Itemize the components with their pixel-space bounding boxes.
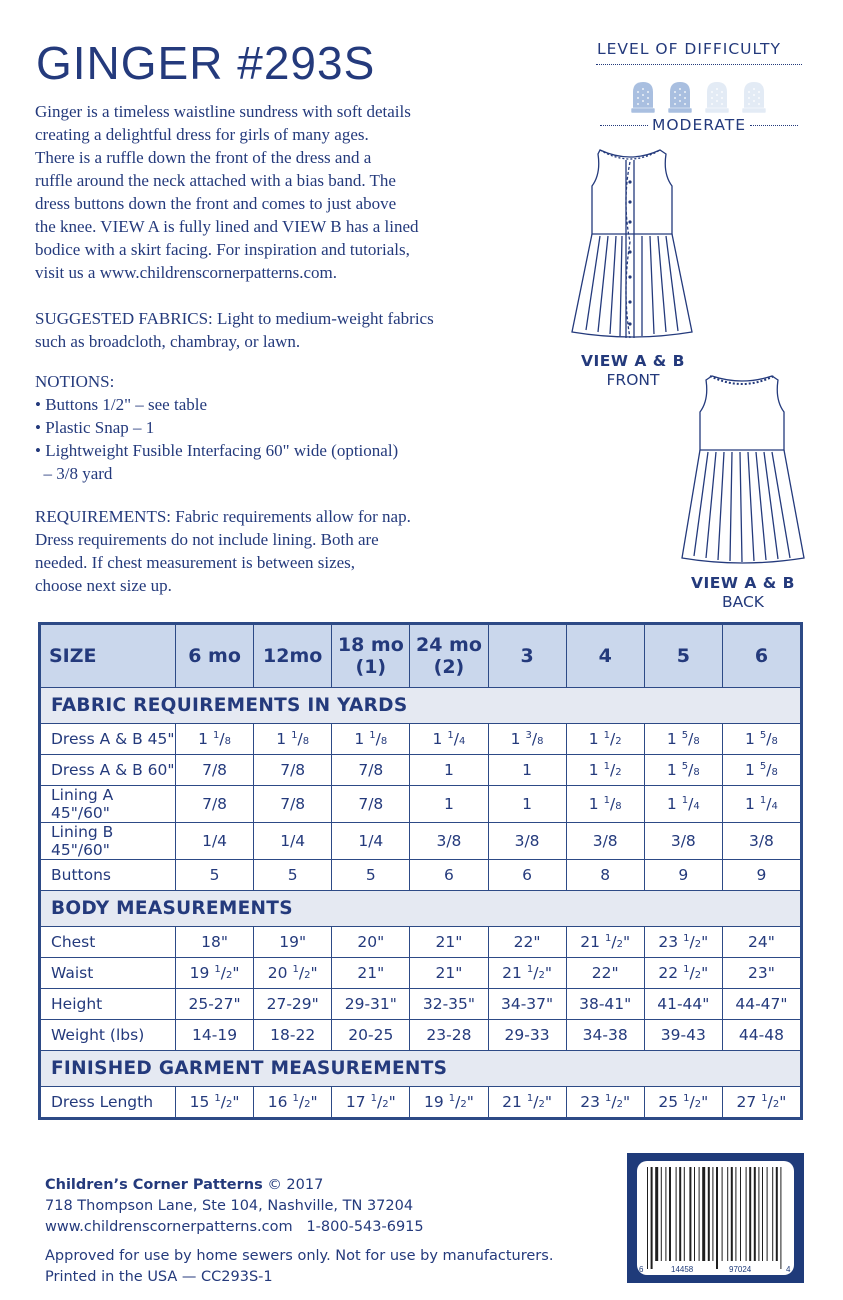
table-cell: 25 $^1$/2" (644, 1087, 722, 1118)
barcode-bar (694, 1167, 695, 1261)
barcode-bar (655, 1167, 658, 1261)
difficulty-dots-left (600, 125, 648, 126)
table-cell: 38-41" (566, 989, 644, 1020)
footer (45, 1175, 553, 1288)
difficulty-level (596, 116, 802, 134)
size-column-header (332, 625, 410, 688)
back-view-caption (680, 574, 806, 612)
website: www.childrenscornerpatterns.com (45, 1219, 293, 1235)
table-cell: 1 $^5$/8 (722, 724, 800, 755)
difficulty-title: LEVEL OF DIFFICULTY (597, 40, 781, 58)
table-cell: 1 $^1$/8 (332, 724, 410, 755)
barcode-bar (772, 1167, 773, 1261)
table-cell: 44-48 (722, 1020, 800, 1051)
row-label: Dress Length (41, 1087, 176, 1118)
table-row (41, 958, 801, 989)
table-cell: 15 $^1$/2" (176, 1087, 254, 1118)
table-cell: 23-28 (410, 1020, 488, 1051)
barcode-bar (735, 1167, 736, 1261)
size-column-header (722, 625, 800, 688)
table-cell: 7/8 (176, 786, 254, 823)
row-label: Dress A & B 60" (41, 755, 176, 786)
table-cell: 24" (722, 927, 800, 958)
size-column-header (566, 625, 644, 688)
thimble-icon (701, 80, 733, 118)
requirements-line2: Dress requirements do not include lining. Both are (35, 530, 379, 549)
barcode-bar (689, 1167, 691, 1261)
table-cell: 9 (644, 860, 722, 891)
barcode-bar (647, 1167, 648, 1269)
size-label: 3 (520, 645, 534, 667)
pattern-title: GINGER #293S (36, 37, 376, 89)
barcode-bar (780, 1167, 781, 1269)
dress-front-illustration (570, 142, 696, 348)
table-cell: 1 $^1$/2 (566, 724, 644, 755)
table-cell: 7/8 (254, 786, 332, 823)
size-column-header (410, 625, 488, 688)
notions-heading: NOTIONS: (35, 372, 115, 391)
section-header-row (41, 1051, 801, 1087)
table-cell: 1 (410, 755, 488, 786)
table-cell: 21 $^1$/2" (566, 927, 644, 958)
barcode-digit-left: 6 (639, 1265, 644, 1274)
thimble-icon (738, 80, 770, 118)
row-label: Waist (41, 958, 176, 989)
table-cell: 1 $^5$/8 (722, 755, 800, 786)
table-cell: 21" (410, 927, 488, 958)
table-cell: 20 $^1$/2" (254, 958, 332, 989)
table-cell: 8 (566, 860, 644, 891)
front-view-title: VIEW A & B (581, 352, 685, 370)
barcode-bar (754, 1167, 756, 1261)
table-cell: 3/8 (410, 823, 488, 860)
table-row (41, 860, 801, 891)
table-cell: 9 (722, 860, 800, 891)
notions-list (35, 393, 398, 485)
table-cell: 23" (722, 958, 800, 989)
table-cell: 17 $^1$/2" (332, 1087, 410, 1118)
back-view-sub: BACK (722, 593, 764, 611)
back-view-title: VIEW A & B (691, 574, 795, 592)
table-cell: 44-47" (722, 989, 800, 1020)
table-cell: 1 $^5$/8 (644, 724, 722, 755)
size-column-header (644, 625, 722, 688)
table-row (41, 724, 801, 755)
front-view-sub: FRONT (606, 371, 660, 389)
table-cell: 6 (410, 860, 488, 891)
description-line: the knee. VIEW A is fully lined and VIEW B has a lined (35, 217, 419, 236)
table-cell: 41-44" (644, 989, 722, 1020)
barcode-bar (762, 1167, 763, 1261)
row-label: Lining A 45"/60" (41, 786, 176, 823)
table-cell: 19 $^1$/2" (176, 958, 254, 989)
difficulty-dots-right (750, 125, 798, 126)
table-row (41, 927, 801, 958)
table-cell: 32-35" (410, 989, 488, 1020)
barcode-group2: 97024 (729, 1265, 752, 1274)
fabrics-heading: SUGGESTED FABRICS (35, 309, 209, 328)
table-cell: 22 $^1$/2" (644, 958, 722, 989)
barcode-digit-right: 4 (786, 1265, 791, 1274)
thimble-icon (627, 80, 659, 118)
barcode (627, 1153, 804, 1283)
printed-note: Printed in the USA — CC293S-1 (45, 1269, 273, 1285)
table-cell: 25-27" (176, 989, 254, 1020)
table-cell: 1/4 (176, 823, 254, 860)
barcode-bar (661, 1167, 662, 1261)
section-header-row (41, 891, 801, 927)
table-cell: 14-19 (176, 1020, 254, 1051)
table-cell: 21" (332, 958, 410, 989)
table-cell: 1 (410, 786, 488, 823)
barcode-bar (731, 1167, 733, 1261)
barcode-bar (716, 1167, 718, 1269)
size-label: 5 (676, 645, 690, 667)
barcode-bar (712, 1167, 713, 1261)
table-cell: 3/8 (566, 823, 644, 860)
barcode-bar (684, 1167, 685, 1261)
address: 718 Thompson Lane, Ste 104, Nashville, TN 37204 (45, 1198, 414, 1214)
barcode-bar (676, 1167, 677, 1261)
suggested-fabrics (35, 307, 434, 353)
table-cell: 5 (176, 860, 254, 891)
section-title: FINISHED GARMENT MEASUREMENTS (41, 1051, 801, 1087)
barcode-bar (749, 1167, 751, 1261)
table-cell: 19" (254, 927, 332, 958)
table-cell: 7/8 (176, 755, 254, 786)
table-cell: 34-37" (488, 989, 566, 1020)
table-cell: 3/8 (722, 823, 800, 860)
difficulty-level-label: MODERATE (651, 116, 747, 134)
table-row (41, 823, 801, 860)
description-line: ruffle around the neck attached with a bias band. The (35, 171, 396, 190)
table-cell: 1 $^1$/8 (176, 724, 254, 755)
table-cell: 1 $^1$/4 (722, 786, 800, 823)
table-cell: 22" (566, 958, 644, 989)
table-cell: 3/8 (644, 823, 722, 860)
row-label: Lining B 45"/60" (41, 823, 176, 860)
barcode-bar (767, 1167, 768, 1261)
size-label: (1) (355, 656, 387, 678)
table-cell: 1 (488, 786, 566, 823)
notions (35, 370, 398, 485)
table-cell: 23 $^1$/2" (644, 927, 722, 958)
table-cell: 7/8 (254, 755, 332, 786)
table-cell: 21" (410, 958, 488, 989)
barcode-bar (665, 1167, 666, 1261)
table-cell: 34-38 (566, 1020, 644, 1051)
table-cell: 5 (254, 860, 332, 891)
notions-item: • Plastic Snap – 1 (35, 418, 155, 437)
table-cell: 39-43 (644, 1020, 722, 1051)
front-view-caption (570, 352, 696, 390)
table-cell: 1 $^1$/4 (410, 724, 488, 755)
table-cell: 1 $^1$/2 (566, 755, 644, 786)
requirements-line1: : Fabric requirements allow for nap. (166, 507, 411, 526)
notions-item: • Buttons 1/2" – see table (35, 395, 208, 414)
row-label: Buttons (41, 860, 176, 891)
table-cell: 1/4 (332, 823, 410, 860)
description-line: visit us a www.childrenscornerpatterns.com. (35, 263, 337, 282)
approval-note: Approved for use by home sewers only. Not for use by manufacturers. (45, 1248, 554, 1264)
copyright: © 2017 (262, 1177, 324, 1193)
barcode-bar (708, 1167, 710, 1261)
section-title: FABRIC REQUIREMENTS IN YARDS (41, 688, 801, 724)
table-cell: 23 $^1$/2" (566, 1087, 644, 1118)
table-cell: 27-29" (254, 989, 332, 1020)
table-cell: 20" (332, 927, 410, 958)
row-label: Height (41, 989, 176, 1020)
requirements-line4: choose next size up. (35, 576, 172, 595)
size-chart-body (41, 688, 801, 1118)
notions-item: • Lightweight Fusible Interfacing 60" wide (optional) (35, 441, 399, 460)
description-line: Ginger is a timeless waistline sundress with soft details (35, 102, 411, 121)
table-row (41, 755, 801, 786)
size-chart (38, 622, 803, 1120)
table-cell: 21 $^1$/2" (488, 958, 566, 989)
table-row (41, 786, 801, 823)
table-row (41, 1087, 801, 1118)
size-label: 12mo (263, 645, 323, 667)
description-line: creating a delightful dress for girls of many ages. (35, 125, 369, 144)
description-line: bodice with a skirt facing. For inspiration and tutorials, (35, 240, 410, 259)
barcode-group1: 14458 (671, 1265, 694, 1274)
notions-item: – 3/8 yard (35, 464, 113, 483)
fabrics-line1: : Light to medium-weight fabrics (208, 309, 434, 328)
row-label: Dress A & B 45" (41, 724, 176, 755)
row-label: Chest (41, 927, 176, 958)
table-cell: 18" (176, 927, 254, 958)
description (35, 100, 419, 284)
description-line: dress buttons down the front and comes to just above (35, 194, 397, 213)
row-label: Weight (lbs) (41, 1020, 176, 1051)
thimble-icon (664, 80, 696, 118)
size-column-header (176, 625, 254, 688)
barcode-bar (699, 1167, 700, 1261)
size-label: 18 mo (337, 634, 404, 656)
size-label: 4 (598, 645, 612, 667)
table-cell: 1 $^1$/8 (254, 724, 332, 755)
barcode-bar (727, 1167, 728, 1261)
description-lines (35, 100, 419, 284)
size-column-header (254, 625, 332, 688)
table-cell: 29-33 (488, 1020, 566, 1051)
table-cell: 29-31" (332, 989, 410, 1020)
barcode-bar (651, 1167, 653, 1269)
section-title: BODY MEASUREMENTS (41, 891, 801, 927)
requirements-heading: REQUIREMENTS (35, 507, 167, 526)
table-cell: 18-22 (254, 1020, 332, 1051)
barcode-bar (722, 1167, 723, 1261)
table-cell: 27 $^1$/2" (722, 1087, 800, 1118)
barcode-bar (669, 1167, 671, 1261)
table-cell: 6 (488, 860, 566, 891)
barcode-bar (702, 1167, 705, 1261)
size-label: 6 (754, 645, 769, 667)
table-cell: 5 (332, 860, 410, 891)
table-cell: 20-25 (332, 1020, 410, 1051)
company-name: Children’s Corner Patterns (45, 1177, 263, 1193)
size-label: (2) (433, 656, 465, 678)
size-header: SIZE (41, 625, 176, 688)
barcode-bar (740, 1167, 741, 1261)
size-column-header (488, 625, 566, 688)
phone: 1-800-543-6915 (306, 1219, 424, 1235)
barcode-bar (758, 1167, 759, 1261)
difficulty-thimbles (627, 80, 770, 118)
dress-back-illustration (680, 370, 806, 572)
table-cell: 7/8 (332, 755, 410, 786)
table-cell: 22" (488, 927, 566, 958)
fabrics-line2: such as broadcloth, chambray, or lawn. (35, 332, 301, 351)
description-line: There is a ruffle down the front of the dress and a (35, 148, 372, 167)
table-cell: 3/8 (488, 823, 566, 860)
difficulty-divider (596, 64, 802, 65)
size-header-row (41, 625, 801, 688)
barcode-bar (679, 1167, 681, 1261)
table-cell: 1 (488, 755, 566, 786)
size-label: 24 mo (415, 634, 482, 656)
table-cell: 21 $^1$/2" (488, 1087, 566, 1118)
table-cell: 1 $^1$/8 (566, 786, 644, 823)
section-header-row (41, 688, 801, 724)
barcode-bar (776, 1167, 778, 1261)
size-label: 6 mo (188, 645, 241, 667)
requirements (35, 505, 411, 597)
table-row (41, 989, 801, 1020)
table-cell: 16 $^1$/2" (254, 1087, 332, 1118)
table-cell: 1/4 (254, 823, 332, 860)
table-cell: 1 $^3$/8 (488, 724, 566, 755)
table-cell: 7/8 (332, 786, 410, 823)
barcode-bar (746, 1167, 747, 1261)
table-cell: 19 $^1$/2" (410, 1087, 488, 1118)
requirements-line3: needed. If chest measurement is between sizes, (35, 553, 356, 572)
table-row (41, 1020, 801, 1051)
table-cell: 1 $^1$/4 (644, 786, 722, 823)
table-cell: 1 $^5$/8 (644, 755, 722, 786)
